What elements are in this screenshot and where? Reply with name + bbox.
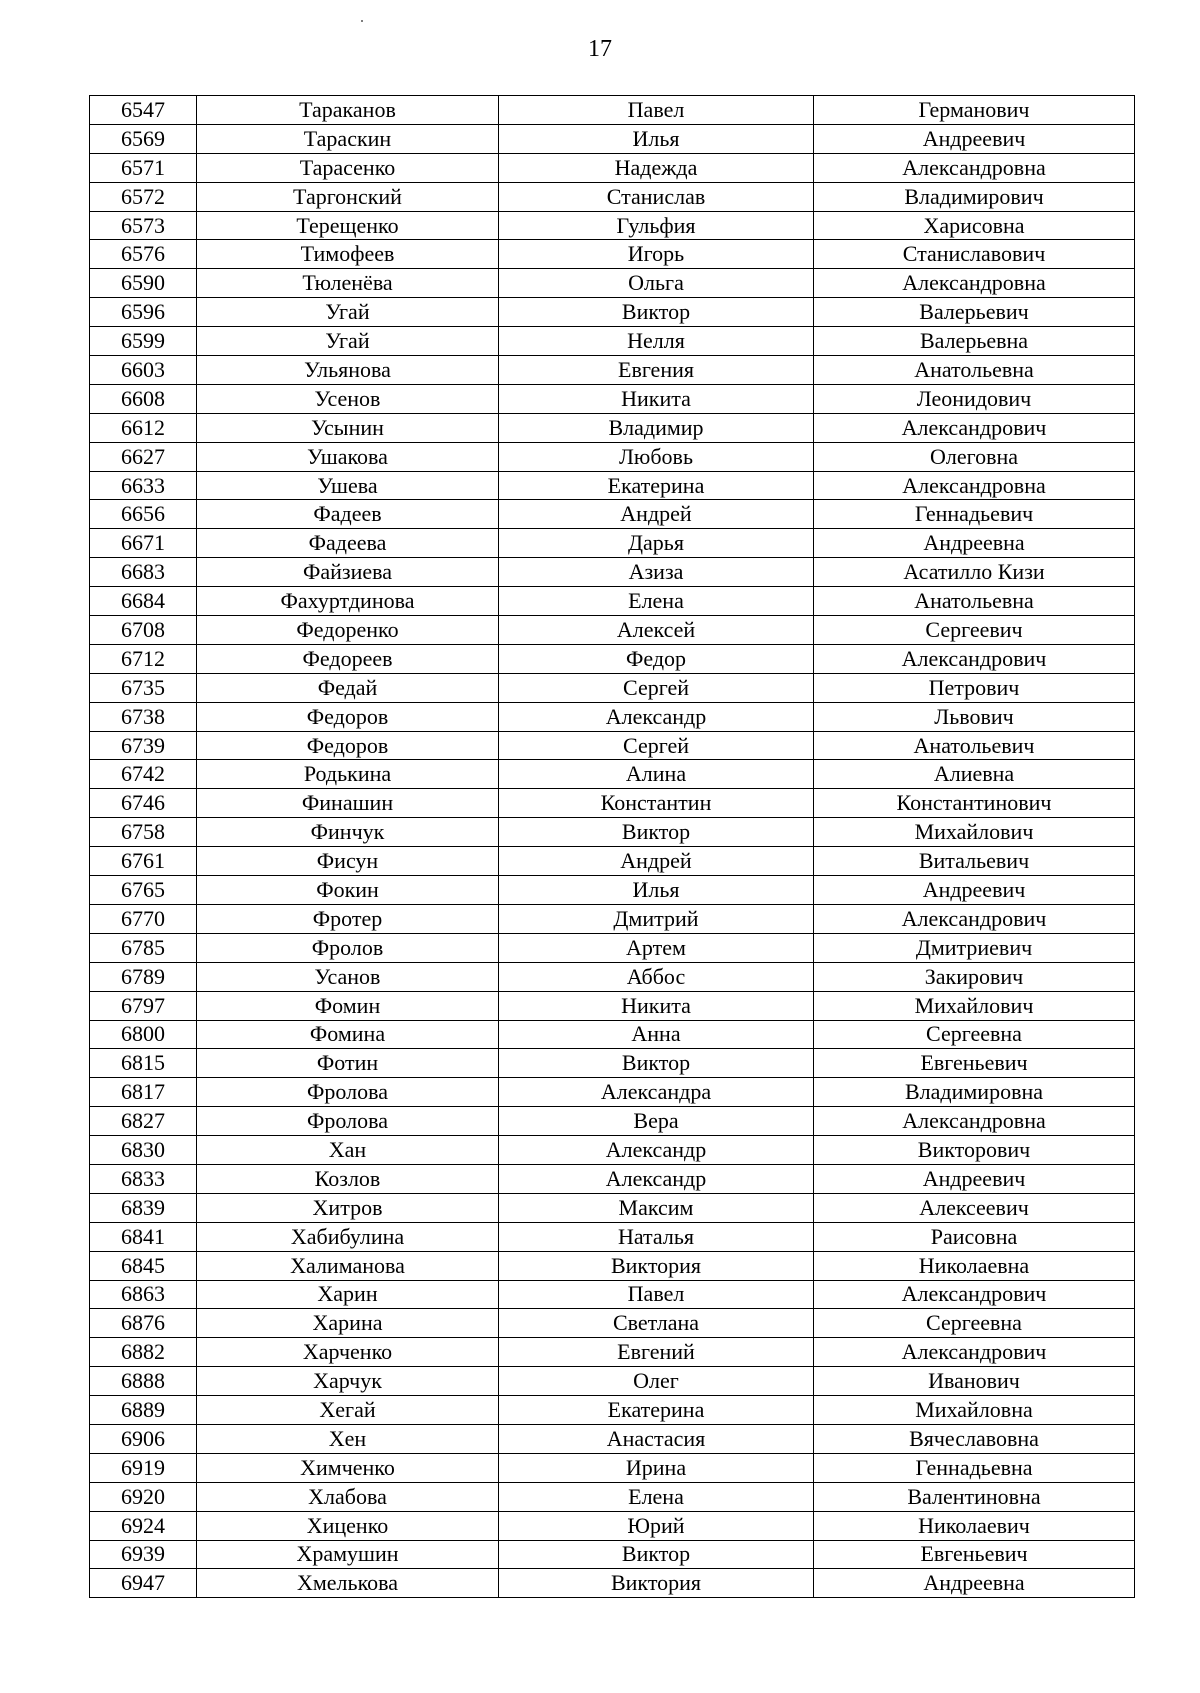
- cell-number: 6833: [90, 1164, 197, 1193]
- cell-patronymic: Андреевич: [814, 1164, 1135, 1193]
- cell-first-name: Светлана: [499, 1309, 814, 1338]
- cell-patronymic: Викторович: [814, 1136, 1135, 1165]
- cell-first-name: Азиза: [499, 558, 814, 587]
- cell-number: 6671: [90, 529, 197, 558]
- cell-first-name: Константин: [499, 789, 814, 818]
- table-row: [90, 182, 1135, 211]
- cell-number: 6590: [90, 269, 197, 298]
- cell-patronymic: Михайловна: [814, 1396, 1135, 1425]
- table-row: [90, 1482, 1135, 1511]
- cell-last-name: Угай: [197, 327, 499, 356]
- cell-last-name: Хитров: [197, 1193, 499, 1222]
- cell-first-name: Виктория: [499, 1569, 814, 1598]
- cell-first-name: Вера: [499, 1107, 814, 1136]
- cell-number: 6817: [90, 1078, 197, 1107]
- cell-last-name: Федоров: [197, 702, 499, 731]
- cell-last-name: Родькина: [197, 760, 499, 789]
- cell-last-name: Тарасенко: [197, 153, 499, 182]
- cell-number: 6569: [90, 124, 197, 153]
- table-row: [90, 904, 1135, 933]
- cell-number: 6924: [90, 1511, 197, 1540]
- table-row: [90, 818, 1135, 847]
- cell-last-name: Ушакова: [197, 442, 499, 471]
- cell-number: 6547: [90, 96, 197, 125]
- cell-number: 6761: [90, 847, 197, 876]
- table-row: [90, 644, 1135, 673]
- table-row: [90, 1338, 1135, 1367]
- cell-last-name: Фадеева: [197, 529, 499, 558]
- cell-number: 6947: [90, 1569, 197, 1598]
- cell-number: 6656: [90, 500, 197, 529]
- cell-patronymic: Анатольевна: [814, 356, 1135, 385]
- cell-first-name: Илья: [499, 124, 814, 153]
- cell-patronymic: Закирович: [814, 962, 1135, 991]
- cell-patronymic: Александровна: [814, 269, 1135, 298]
- cell-last-name: Усынин: [197, 413, 499, 442]
- table-row: [90, 962, 1135, 991]
- cell-last-name: Файзиева: [197, 558, 499, 587]
- cell-patronymic: Дмитриевич: [814, 933, 1135, 962]
- table-row: [90, 1222, 1135, 1251]
- cell-first-name: Игорь: [499, 240, 814, 269]
- cell-patronymic: Николаевич: [814, 1511, 1135, 1540]
- cell-patronymic: Александровна: [814, 471, 1135, 500]
- cell-patronymic: Александрович: [814, 644, 1135, 673]
- cell-number: 6920: [90, 1482, 197, 1511]
- table-row: [90, 876, 1135, 905]
- table-row: [90, 327, 1135, 356]
- cell-last-name: Тараскин: [197, 124, 499, 153]
- cell-number: 6746: [90, 789, 197, 818]
- cell-first-name: Александр: [499, 702, 814, 731]
- table-row: [90, 1540, 1135, 1569]
- table-row: [90, 1569, 1135, 1598]
- cell-number: 6919: [90, 1453, 197, 1482]
- table-row: [90, 1136, 1135, 1165]
- roster-table: [89, 95, 1135, 1598]
- cell-number: 6770: [90, 904, 197, 933]
- table-row: [90, 124, 1135, 153]
- cell-last-name: Храмушин: [197, 1540, 499, 1569]
- cell-last-name: Фокин: [197, 876, 499, 905]
- cell-number: 6939: [90, 1540, 197, 1569]
- cell-patronymic: Валентиновна: [814, 1482, 1135, 1511]
- table-row: [90, 1280, 1135, 1309]
- cell-first-name: Андрей: [499, 847, 814, 876]
- cell-first-name: Сергей: [499, 673, 814, 702]
- cell-patronymic: Валерьевич: [814, 298, 1135, 327]
- cell-number: 6889: [90, 1396, 197, 1425]
- table-row: [90, 616, 1135, 645]
- cell-first-name: Алексей: [499, 616, 814, 645]
- cell-first-name: Юрий: [499, 1511, 814, 1540]
- table-row: [90, 298, 1135, 327]
- cell-last-name: Хан: [197, 1136, 499, 1165]
- cell-first-name: Виктор: [499, 1540, 814, 1569]
- cell-last-name: Тараканов: [197, 96, 499, 125]
- table-row: [90, 1396, 1135, 1425]
- table-row: [90, 269, 1135, 298]
- cell-number: 6845: [90, 1251, 197, 1280]
- cell-number: 6684: [90, 587, 197, 616]
- table-row: [90, 356, 1135, 385]
- table-row: [90, 760, 1135, 789]
- cell-first-name: Виктория: [499, 1251, 814, 1280]
- cell-last-name: Усанов: [197, 962, 499, 991]
- cell-first-name: Владимир: [499, 413, 814, 442]
- cell-first-name: Александра: [499, 1078, 814, 1107]
- cell-first-name: Андрей: [499, 500, 814, 529]
- cell-number: 6815: [90, 1049, 197, 1078]
- cell-number: 6906: [90, 1424, 197, 1453]
- cell-first-name: Виктор: [499, 298, 814, 327]
- table-row: [90, 991, 1135, 1020]
- cell-number: 6765: [90, 876, 197, 905]
- cell-last-name: Фролова: [197, 1107, 499, 1136]
- cell-last-name: Хегай: [197, 1396, 499, 1425]
- table-row: [90, 529, 1135, 558]
- cell-first-name: Аббос: [499, 962, 814, 991]
- cell-first-name: Евгений: [499, 1338, 814, 1367]
- table-row: [90, 673, 1135, 702]
- cell-last-name: Федоров: [197, 731, 499, 760]
- cell-patronymic: Александрович: [814, 1280, 1135, 1309]
- cell-number: 6888: [90, 1367, 197, 1396]
- cell-patronymic: Андреевна: [814, 529, 1135, 558]
- cell-number: 6571: [90, 153, 197, 182]
- table-row: [90, 789, 1135, 818]
- table-row: [90, 211, 1135, 240]
- cell-patronymic: Леонидович: [814, 384, 1135, 413]
- table-row: [90, 1049, 1135, 1078]
- table-row: [90, 240, 1135, 269]
- cell-last-name: Фролов: [197, 933, 499, 962]
- cell-last-name: Усенов: [197, 384, 499, 413]
- table-row: [90, 153, 1135, 182]
- cell-last-name: Фротер: [197, 904, 499, 933]
- cell-first-name: Павел: [499, 96, 814, 125]
- cell-first-name: Екатерина: [499, 1396, 814, 1425]
- cell-last-name: Федай: [197, 673, 499, 702]
- cell-number: 6573: [90, 211, 197, 240]
- cell-last-name: Фадеев: [197, 500, 499, 529]
- cell-number: 6738: [90, 702, 197, 731]
- cell-number: 6742: [90, 760, 197, 789]
- cell-patronymic: Харисовна: [814, 211, 1135, 240]
- table-row: [90, 96, 1135, 125]
- cell-last-name: Харин: [197, 1280, 499, 1309]
- cell-last-name: Федоренко: [197, 616, 499, 645]
- cell-number: 6785: [90, 933, 197, 962]
- cell-last-name: Терещенко: [197, 211, 499, 240]
- cell-last-name: Хен: [197, 1424, 499, 1453]
- cell-patronymic: Геннадьевна: [814, 1453, 1135, 1482]
- cell-last-name: Фахуртдинова: [197, 587, 499, 616]
- cell-last-name: Фомина: [197, 1020, 499, 1049]
- cell-patronymic: Сергеевич: [814, 616, 1135, 645]
- cell-patronymic: Александровна: [814, 153, 1135, 182]
- cell-last-name: Харчук: [197, 1367, 499, 1396]
- cell-number: 6599: [90, 327, 197, 356]
- cell-first-name: Павел: [499, 1280, 814, 1309]
- cell-patronymic: Алиевна: [814, 760, 1135, 789]
- cell-first-name: Виктор: [499, 1049, 814, 1078]
- cell-number: 6876: [90, 1309, 197, 1338]
- cell-last-name: Федореев: [197, 644, 499, 673]
- cell-last-name: Финашин: [197, 789, 499, 818]
- cell-first-name: Никита: [499, 384, 814, 413]
- cell-patronymic: Михайлович: [814, 991, 1135, 1020]
- cell-patronymic: Владимирович: [814, 182, 1135, 211]
- cell-patronymic: Сергеевна: [814, 1309, 1135, 1338]
- cell-patronymic: Сергеевна: [814, 1020, 1135, 1049]
- table-row: [90, 933, 1135, 962]
- cell-last-name: Хабибулина: [197, 1222, 499, 1251]
- cell-patronymic: Алексеевич: [814, 1193, 1135, 1222]
- cell-first-name: Елена: [499, 1482, 814, 1511]
- cell-first-name: Надежда: [499, 153, 814, 182]
- cell-first-name: Федор: [499, 644, 814, 673]
- table-row: [90, 702, 1135, 731]
- cell-first-name: Гульфия: [499, 211, 814, 240]
- cell-last-name: Фотин: [197, 1049, 499, 1078]
- table-row: [90, 1020, 1135, 1049]
- cell-patronymic: Валерьевна: [814, 327, 1135, 356]
- cell-number: 6712: [90, 644, 197, 673]
- cell-number: 6800: [90, 1020, 197, 1049]
- cell-first-name: Анастасия: [499, 1424, 814, 1453]
- cell-first-name: Максим: [499, 1193, 814, 1222]
- cell-first-name: Дмитрий: [499, 904, 814, 933]
- cell-last-name: Тюленёва: [197, 269, 499, 298]
- table-row: [90, 384, 1135, 413]
- cell-number: 6596: [90, 298, 197, 327]
- cell-last-name: Угай: [197, 298, 499, 327]
- cell-first-name: Александр: [499, 1164, 814, 1193]
- cell-first-name: Елена: [499, 587, 814, 616]
- cell-last-name: Ушева: [197, 471, 499, 500]
- cell-last-name: Фролова: [197, 1078, 499, 1107]
- cell-last-name: Финчук: [197, 818, 499, 847]
- cell-number: 6576: [90, 240, 197, 269]
- cell-first-name: Артем: [499, 933, 814, 962]
- table-row: [90, 442, 1135, 471]
- cell-number: 6612: [90, 413, 197, 442]
- cell-last-name: Харина: [197, 1309, 499, 1338]
- cell-first-name: Ирина: [499, 1453, 814, 1482]
- table-row: [90, 1367, 1135, 1396]
- cell-patronymic: Геннадьевич: [814, 500, 1135, 529]
- cell-patronymic: Олеговна: [814, 442, 1135, 471]
- cell-patronymic: Евгеньевич: [814, 1540, 1135, 1569]
- cell-last-name: Козлов: [197, 1164, 499, 1193]
- cell-patronymic: Евгеньевич: [814, 1049, 1135, 1078]
- cell-number: 6841: [90, 1222, 197, 1251]
- cell-last-name: Фисун: [197, 847, 499, 876]
- cell-number: 6827: [90, 1107, 197, 1136]
- cell-number: 6633: [90, 471, 197, 500]
- table-row: [90, 587, 1135, 616]
- scan-artifact-dot: [361, 20, 363, 22]
- cell-first-name: Станислав: [499, 182, 814, 211]
- cell-number: 6572: [90, 182, 197, 211]
- cell-patronymic: Александрович: [814, 904, 1135, 933]
- cell-patronymic: Анатольевич: [814, 731, 1135, 760]
- table-row: [90, 471, 1135, 500]
- table-row: [90, 1251, 1135, 1280]
- cell-number: 6863: [90, 1280, 197, 1309]
- cell-first-name: Алина: [499, 760, 814, 789]
- table-row: [90, 413, 1135, 442]
- cell-number: 6797: [90, 991, 197, 1020]
- table-row: [90, 1309, 1135, 1338]
- cell-first-name: Дарья: [499, 529, 814, 558]
- cell-patronymic: Асатилло Кизи: [814, 558, 1135, 587]
- cell-patronymic: Владимировна: [814, 1078, 1135, 1107]
- cell-patronymic: Львович: [814, 702, 1135, 731]
- cell-first-name: Екатерина: [499, 471, 814, 500]
- cell-first-name: Наталья: [499, 1222, 814, 1251]
- cell-first-name: Олег: [499, 1367, 814, 1396]
- cell-patronymic: Германович: [814, 96, 1135, 125]
- cell-first-name: Никита: [499, 991, 814, 1020]
- table-row: [90, 1164, 1135, 1193]
- cell-patronymic: Александрович: [814, 413, 1135, 442]
- cell-patronymic: Анатольевна: [814, 587, 1135, 616]
- cell-first-name: Нелля: [499, 327, 814, 356]
- cell-last-name: Халиманова: [197, 1251, 499, 1280]
- cell-number: 6627: [90, 442, 197, 471]
- table-row: [90, 1193, 1135, 1222]
- cell-first-name: Евгения: [499, 356, 814, 385]
- cell-last-name: Хиценко: [197, 1511, 499, 1540]
- cell-number: 6735: [90, 673, 197, 702]
- table-row: [90, 1453, 1135, 1482]
- cell-number: 6608: [90, 384, 197, 413]
- cell-number: 6830: [90, 1136, 197, 1165]
- cell-number: 6882: [90, 1338, 197, 1367]
- cell-last-name: Таргонский: [197, 182, 499, 211]
- cell-number: 6739: [90, 731, 197, 760]
- cell-first-name: Илья: [499, 876, 814, 905]
- cell-last-name: Химченко: [197, 1453, 499, 1482]
- cell-patronymic: Николаевна: [814, 1251, 1135, 1280]
- cell-number: 6839: [90, 1193, 197, 1222]
- cell-patronymic: Андреевич: [814, 124, 1135, 153]
- cell-first-name: Александр: [499, 1136, 814, 1165]
- cell-patronymic: Александровна: [814, 1107, 1135, 1136]
- cell-number: 6683: [90, 558, 197, 587]
- cell-number: 6708: [90, 616, 197, 645]
- table-row: [90, 1078, 1135, 1107]
- cell-patronymic: Андреевна: [814, 1569, 1135, 1598]
- cell-patronymic: Петрович: [814, 673, 1135, 702]
- cell-patronymic: Андреевич: [814, 876, 1135, 905]
- cell-last-name: Харченко: [197, 1338, 499, 1367]
- table-row: [90, 1511, 1135, 1540]
- roster-table-body: [90, 96, 1135, 1598]
- cell-patronymic: Александрович: [814, 1338, 1135, 1367]
- table-row: [90, 1424, 1135, 1453]
- cell-patronymic: Витальевич: [814, 847, 1135, 876]
- table-row: [90, 558, 1135, 587]
- table-row: [90, 731, 1135, 760]
- page-number: 17: [588, 36, 612, 62]
- cell-first-name: Виктор: [499, 818, 814, 847]
- cell-first-name: Сергей: [499, 731, 814, 760]
- cell-last-name: Тимофеев: [197, 240, 499, 269]
- cell-first-name: Анна: [499, 1020, 814, 1049]
- cell-patronymic: Раисовна: [814, 1222, 1135, 1251]
- cell-last-name: Ульянова: [197, 356, 499, 385]
- cell-first-name: Ольга: [499, 269, 814, 298]
- cell-patronymic: Иванович: [814, 1367, 1135, 1396]
- cell-number: 6789: [90, 962, 197, 991]
- cell-number: 6603: [90, 356, 197, 385]
- table-row: [90, 1107, 1135, 1136]
- cell-patronymic: Станиславович: [814, 240, 1135, 269]
- table-row: [90, 847, 1135, 876]
- cell-last-name: Хлабова: [197, 1482, 499, 1511]
- cell-first-name: Любовь: [499, 442, 814, 471]
- cell-patronymic: Михайлович: [814, 818, 1135, 847]
- table-row: [90, 500, 1135, 529]
- cell-last-name: Хмелькова: [197, 1569, 499, 1598]
- cell-patronymic: Константинович: [814, 789, 1135, 818]
- cell-last-name: Фомин: [197, 991, 499, 1020]
- cell-number: 6758: [90, 818, 197, 847]
- cell-patronymic: Вячеславовна: [814, 1424, 1135, 1453]
